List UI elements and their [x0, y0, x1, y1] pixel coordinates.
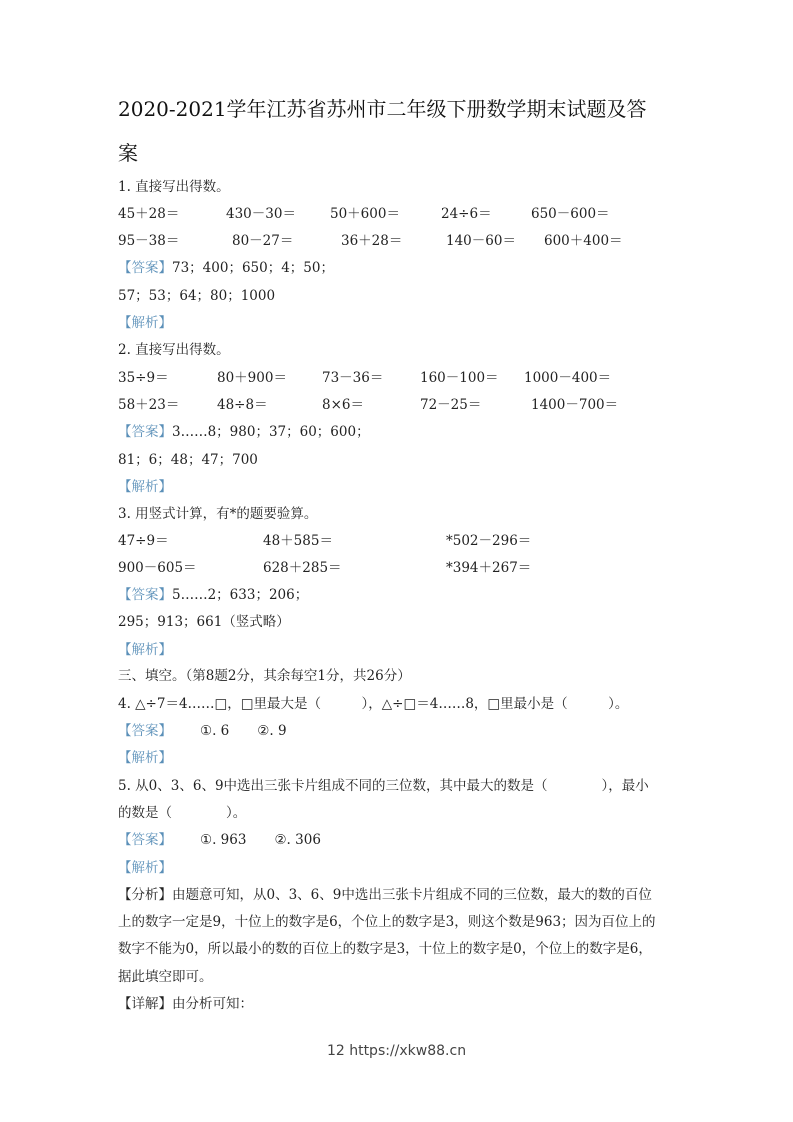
- q2-answer-cont: 81；6；48；47；700: [118, 452, 258, 468]
- analysis-tag: 【解析】: [118, 479, 172, 495]
- answer-1: ①. 963: [200, 832, 247, 848]
- q3-item: 48＋585＝: [263, 533, 333, 549]
- q3-item: 628＋285＝: [263, 560, 342, 576]
- answer-tag: 【答案】: [118, 260, 172, 276]
- analysis-tag: 【解析】: [118, 860, 172, 876]
- q2-prompt: 2. 直接写出得数。: [118, 342, 230, 358]
- q2-item: 8×6＝: [322, 397, 364, 413]
- q3-item: 900－605＝: [118, 560, 197, 576]
- q3-prompt: 3. 用竖式计算，有*的题要验算。: [118, 506, 318, 522]
- q2-answer: [118, 423, 370, 441]
- doc-title: 2020-2021学年江苏省苏州市二年级下册数学期末试题及答: [118, 97, 647, 121]
- q1-item: 600＋400＝: [544, 233, 623, 249]
- q1-item: 95－38＝: [118, 233, 180, 249]
- answer-text: 5……2；633；206；: [172, 587, 309, 603]
- answer-tag: 【答案】: [118, 832, 172, 848]
- xiangjie-text: 由分析可知：: [172, 996, 253, 1012]
- answer-text: 73；400；650；4；50；: [172, 260, 334, 276]
- answer-tag: 【答案】: [118, 723, 172, 739]
- q3-answer-cont: 295；913；661（竖式略）: [118, 614, 290, 630]
- answer-2: ②. 9: [257, 723, 287, 739]
- q2-item: 73－36＝: [322, 370, 384, 386]
- q5-xiangjie: [118, 995, 253, 1013]
- analysis-tag: 【解析】: [118, 315, 172, 331]
- q1-item: 650－600＝: [531, 206, 610, 222]
- q1-answer-cont: 57；53；64；80；1000: [118, 288, 276, 304]
- q3-item: *502－296＝: [446, 533, 532, 549]
- answer-tag: 【答案】: [118, 424, 172, 440]
- xiangjie-tag: 【详解】: [118, 996, 172, 1012]
- q2-item: 160－100＝: [420, 370, 499, 386]
- q4-answer: [118, 722, 287, 740]
- q5-fenxi: [118, 886, 652, 904]
- q1-answer: [118, 259, 334, 277]
- q5-answer: [118, 831, 321, 849]
- analysis-tag: 【解析】: [118, 642, 172, 658]
- page-footer: 12 https://xkw88.cn: [326, 1043, 467, 1059]
- q5-fenxi-cont: 据此填空即可。: [118, 969, 213, 985]
- fenxi-text: 由题意可知，从0、3、6、9中选出三张卡片组成不同的三位数，最大的数的百位: [172, 887, 652, 903]
- q2-item: 80＋900＝: [217, 370, 287, 386]
- answer-tag: 【答案】: [118, 587, 172, 603]
- fenxi-tag: 【分析】: [118, 887, 172, 903]
- q3-answer: [118, 586, 308, 604]
- analysis-tag: 【解析】: [118, 750, 172, 766]
- q2-item: 48÷8＝: [217, 397, 268, 413]
- q3-item: *394＋267＝: [446, 560, 532, 576]
- answer-2: ②. 306: [274, 832, 321, 848]
- q3-item: 47÷9＝: [118, 533, 169, 549]
- q5-fenxi-cont: 上的数字一定是9，十位上的数字是6，个位上的数字是3，则这个数是963；因为百位上的: [118, 914, 656, 930]
- q1-item: 430－30＝: [226, 206, 296, 222]
- q5-fenxi-cont: 数字不能为0，所以最小的数的百位上的数字是3，十位上的数字是0，个位上的数字是6，: [118, 941, 652, 957]
- doc-title-cont: 案: [118, 141, 138, 165]
- q2-item: 58＋23＝: [118, 397, 180, 413]
- q2-item: 1000－400＝: [524, 370, 612, 386]
- q1-item: 24÷6＝: [441, 206, 492, 222]
- section-heading: 三、填空。（第8题2分，其余每空1分，共26分）: [118, 668, 411, 684]
- q1-item: 36＋28＝: [341, 233, 403, 249]
- q2-item: 1400－700＝: [531, 397, 619, 413]
- q4-prompt: 4. △÷7＝4……□，□里最大是（ ），△÷□＝4……8，□里最小是（ ）。: [118, 696, 629, 712]
- q1-item: 50＋600＝: [330, 206, 400, 222]
- q5-prompt: 5. 从0、3、6、9中选出三张卡片组成不同的三位数，其中最大的数是（ ），最小: [118, 778, 649, 794]
- q5-prompt-cont: 的数是（ ）。: [118, 805, 247, 821]
- q2-item: 35÷9＝: [118, 370, 169, 386]
- q1-item: 45＋28＝: [118, 206, 180, 222]
- answer-text: 3……8；980；37；60；600；: [172, 424, 370, 440]
- q2-item: 72－25＝: [420, 397, 482, 413]
- answer-1: ①. 6: [200, 723, 230, 739]
- q1-item: 140－60＝: [446, 233, 516, 249]
- q1-prompt: 1. 直接写出得数。: [118, 179, 230, 195]
- q1-item: 80－27＝: [232, 233, 294, 249]
